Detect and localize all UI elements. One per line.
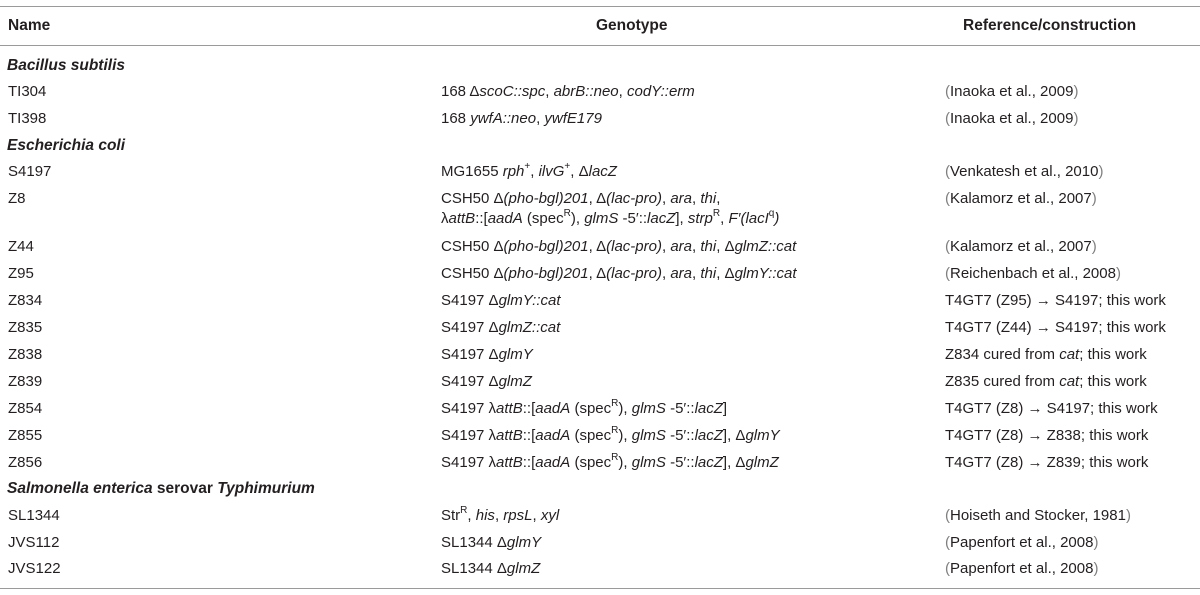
cell-name: JVS122 — [8, 560, 61, 577]
cell-reference: T4GT7 (Z8) → Z839; this work — [945, 454, 1149, 471]
cell-genotype: S4197 λattB::[aadA (spec$^R$), glmS -5′::lacZ], ΔglmY — [441, 425, 780, 444]
cell-name: Z854 — [8, 400, 43, 417]
cell-reference: (Hoiseth and Stocker, 1981) — [945, 507, 1131, 524]
cell-name: Z8 — [8, 190, 26, 207]
cell-name: Z95 — [8, 265, 34, 282]
section-title-salmonella: Salmonella enterica serovar Typhimurium — [7, 480, 315, 497]
section-title-bacillus: Bacillus subtilis — [7, 57, 126, 74]
cell-name: Z839 — [8, 373, 43, 390]
cell-reference: T4GT7 (Z8) → S4197; this work — [945, 400, 1158, 417]
cell-name: Z44 — [8, 238, 34, 255]
cell-reference: Z835 cured from cat; this work — [945, 373, 1147, 390]
cell-name: Z855 — [8, 427, 43, 444]
cell-reference: (Inaoka et al., 2009) — [945, 110, 1079, 127]
cell-genotype: S4197 ΔglmY — [441, 346, 533, 363]
cell-genotype: S4197 λattB::[aadA (spec$^R$), glmS -5′::lacZ] — [441, 398, 728, 417]
cell-reference: Z834 cured from cat; this work — [945, 346, 1147, 363]
cell-reference: T4GT7 (Z44) → S4197; this work — [945, 319, 1166, 336]
cell-genotype: Str$^R$, his, rpsL, xyl — [441, 505, 560, 524]
cell-name: SL1344 — [8, 507, 60, 524]
cell-name: JVS112 — [8, 534, 60, 551]
cell-genotype: SL1344 ΔglmZ — [441, 560, 541, 577]
cell-genotype: MG1655 rph+, ilvG+, ΔlacZ — [441, 161, 617, 180]
cell-genotype: 168 ywfA::neo, ywfE179 — [441, 110, 602, 127]
cell-name: S4197 — [8, 163, 52, 180]
cell-genotype: S4197 ΔglmZ::cat — [441, 319, 561, 336]
cell-genotype: S4197 ΔglmY::cat — [441, 292, 561, 309]
table-bottom-rule — [0, 588, 1200, 589]
cell-reference: (Venkatesh et al., 2010) — [945, 163, 1104, 180]
cell-genotype: S4197 ΔglmZ — [441, 373, 532, 390]
header-genotype: Genotype — [596, 17, 668, 34]
cell-genotype: CSH50 Δ(pho-bgl)201, Δ(lac-pro), ara, thi, λattB::[aadA (spec$^R$), glmS -5′::lacZ], strp$^R$, F′(lacI$^q$) — [441, 190, 780, 227]
cell-genotype: CSH50 Δ(pho-bgl)201, Δ(lac-pro), ara, thi, ΔglmZ::cat — [441, 238, 797, 255]
header-name: Name — [8, 17, 51, 34]
cell-reference: T4GT7 (Z8) → Z838; this work — [945, 427, 1149, 444]
cell-name: Z856 — [8, 454, 43, 471]
cell-genotype: 168 ΔscoC::spc, abrB::neo, codY::erm — [441, 83, 695, 100]
cell-name: Z838 — [8, 346, 43, 363]
cell-reference: T4GT7 (Z95) → S4197; this work — [945, 292, 1166, 309]
cell-genotype: CSH50 Δ(pho-bgl)201, Δ(lac-pro), ara, thi, ΔglmY::cat — [441, 265, 797, 282]
header-reference: Reference/construction — [963, 17, 1137, 34]
cell-name: Z835 — [8, 319, 43, 336]
cell-reference: (Kalamorz et al., 2007) — [945, 190, 1097, 207]
cell-reference: (Reichenbach et al., 2008) — [945, 265, 1121, 282]
table-top-rule — [0, 6, 1200, 7]
cell-reference: (Papenfort et al., 2008) — [945, 534, 1099, 551]
cell-name: Z834 — [8, 292, 43, 309]
cell-genotype: S4197 λattB::[aadA (spec$^R$), glmS -5′::lacZ], ΔglmZ — [441, 452, 779, 471]
cell-reference: (Kalamorz et al., 2007) — [945, 238, 1097, 255]
cell-reference: (Inaoka et al., 2009) — [945, 83, 1079, 100]
cell-name: TI398 — [8, 110, 47, 127]
cell-name: TI304 — [8, 83, 47, 100]
header-bottom-rule — [0, 45, 1200, 46]
section-title-ecoli: Escherichia coli — [7, 137, 126, 154]
cell-genotype: SL1344 ΔglmY — [441, 534, 542, 551]
cell-reference: (Papenfort et al., 2008) — [945, 560, 1099, 577]
